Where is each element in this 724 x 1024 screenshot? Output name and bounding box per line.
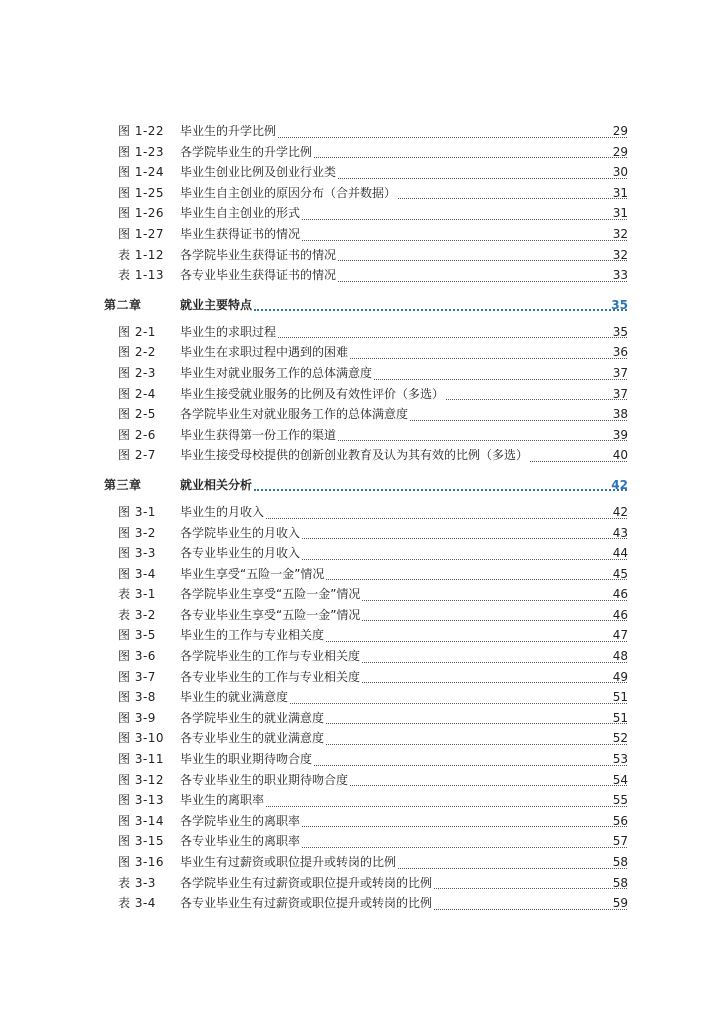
toc-chapter-number: 第三章 bbox=[104, 477, 142, 492]
toc-entry-title: 各学院毕业生获得证书的情况 bbox=[180, 247, 337, 262]
toc-page-number: 46 bbox=[612, 607, 628, 622]
dot-leader bbox=[338, 440, 627, 441]
toc-entry[interactable] bbox=[0, 667, 724, 688]
dot-leader bbox=[326, 641, 627, 642]
toc-entry[interactable] bbox=[0, 564, 724, 585]
toc-entry[interactable] bbox=[0, 852, 724, 873]
dot-leader bbox=[398, 868, 627, 869]
toc-entry-title: 毕业生享受“五险一金”情况 bbox=[180, 566, 325, 581]
dot-leader bbox=[338, 260, 627, 261]
toc-entry-title: 各学院毕业生的升学比例 bbox=[180, 144, 313, 159]
toc-page-number: 37 bbox=[612, 365, 628, 380]
toc-page-number: 58 bbox=[612, 855, 628, 869]
toc-entry[interactable] bbox=[0, 245, 724, 266]
toc-entry-label: 图 3-6 bbox=[118, 649, 156, 664]
toc-page-number: 51 bbox=[612, 710, 628, 725]
toc-entry-title: 毕业生获得第一份工作的渠道 bbox=[180, 427, 337, 442]
toc-entry-label: 图 3-1 bbox=[118, 504, 156, 519]
toc-entry-title: 各学院毕业生有过薪资或职位提升或转岗的比例 bbox=[180, 875, 433, 890]
toc-entry-title: 毕业生的就业满意度 bbox=[180, 690, 289, 705]
toc-entry-title: 毕业生在求职过程中遇到的困难 bbox=[180, 345, 349, 360]
dot-leader bbox=[302, 559, 627, 560]
dot-leader bbox=[350, 358, 627, 359]
toc-page-number: 29 bbox=[612, 124, 628, 138]
dot-leader bbox=[254, 309, 627, 311]
toc-page-number: 52 bbox=[612, 731, 628, 746]
toc-entry-title: 毕业生有过薪资或职位提升或转岗的比例 bbox=[180, 855, 397, 869]
toc-entry-label: 图 2-6 bbox=[118, 427, 156, 442]
toc-entry[interactable] bbox=[0, 203, 724, 224]
toc-entry-title: 毕业生自主创业的形式 bbox=[180, 206, 301, 221]
toc-title-leader bbox=[180, 425, 627, 446]
toc-title-leader bbox=[180, 893, 627, 914]
toc-title-leader bbox=[180, 873, 627, 894]
toc-entry[interactable] bbox=[0, 687, 724, 708]
toc-title-leader bbox=[180, 728, 627, 749]
toc-page-number: 59 bbox=[612, 896, 628, 911]
toc-entry-title: 毕业生自主创业的原因分布（合并数据） bbox=[180, 185, 397, 200]
toc-entry-label: 图 2-4 bbox=[118, 386, 156, 401]
toc-entry-title: 各专业毕业生的就业满意度 bbox=[180, 731, 325, 746]
toc-entry[interactable] bbox=[0, 404, 724, 425]
dot-leader bbox=[290, 703, 627, 704]
toc-entry-label: 图 1-26 bbox=[118, 206, 165, 221]
toc-entry-title: 毕业生对就业服务工作的总体满意度 bbox=[180, 365, 373, 380]
toc-entry[interactable] bbox=[0, 265, 724, 286]
toc-chapter-heading[interactable] bbox=[0, 470, 724, 500]
toc-title-leader bbox=[180, 625, 627, 646]
dot-leader bbox=[302, 826, 627, 827]
toc-entry[interactable] bbox=[0, 502, 724, 523]
toc-entry[interactable] bbox=[0, 384, 724, 405]
toc-page-number: 29 bbox=[612, 144, 628, 159]
toc-entry-label: 图 1-23 bbox=[118, 144, 165, 159]
toc-entry-label: 图 3-7 bbox=[118, 669, 156, 684]
dot-leader bbox=[338, 281, 627, 282]
toc-title-leader bbox=[180, 811, 627, 832]
toc-entry-title: 各专业毕业生享受“五险一金”情况 bbox=[180, 607, 361, 622]
toc-entry-title: 毕业生获得证书的情况 bbox=[180, 226, 301, 241]
toc-entry-label: 图 2-3 bbox=[118, 365, 156, 380]
toc-entry-label: 图 3-5 bbox=[118, 628, 156, 643]
toc-page-number: 42 bbox=[611, 477, 628, 492]
toc-entry[interactable] bbox=[0, 811, 724, 832]
toc-entry[interactable] bbox=[0, 445, 724, 466]
toc-title-leader bbox=[180, 445, 627, 466]
toc-title-leader bbox=[180, 183, 627, 204]
toc-title-leader bbox=[180, 404, 627, 425]
toc-entry-title: 毕业生创业比例及创业行业类 bbox=[180, 165, 337, 180]
toc-title-leader bbox=[180, 708, 627, 729]
toc-page-number: 35 bbox=[611, 297, 628, 312]
toc-entry-title: 毕业生的工作与专业相关度 bbox=[180, 628, 325, 643]
toc-title-leader bbox=[180, 363, 627, 384]
dot-leader bbox=[326, 744, 627, 745]
toc-entry[interactable] bbox=[0, 363, 724, 384]
dot-leader bbox=[326, 723, 627, 724]
toc-entry-title: 毕业生的离职率 bbox=[180, 793, 265, 808]
toc-entry-label: 表 1-12 bbox=[118, 247, 165, 262]
toc-entry[interactable] bbox=[0, 523, 724, 544]
toc-entry-title: 各学院毕业生对就业服务工作的总体满意度 bbox=[180, 407, 409, 422]
toc-entry-label: 图 1-25 bbox=[118, 185, 165, 200]
dot-leader bbox=[302, 847, 627, 848]
toc-title-leader bbox=[180, 852, 627, 873]
toc-entry[interactable] bbox=[0, 183, 724, 204]
toc-entry-title: 毕业生接受母校提供的创新创业教育及认为其有效的比例（多选） bbox=[180, 448, 529, 463]
toc-title-leader bbox=[180, 342, 627, 363]
toc-title-leader bbox=[180, 162, 627, 183]
toc-entry-title: 各专业毕业生的月收入 bbox=[180, 546, 301, 561]
table-of-contents bbox=[0, 121, 724, 914]
toc-title-leader bbox=[180, 770, 627, 791]
toc-entry-title: 各专业毕业生获得证书的情况 bbox=[180, 268, 337, 283]
toc-title-leader bbox=[180, 646, 627, 667]
toc-title-leader bbox=[180, 687, 627, 708]
toc-page-number: 46 bbox=[612, 587, 628, 602]
toc-title-leader bbox=[180, 142, 627, 163]
toc-entry[interactable] bbox=[0, 790, 724, 811]
toc-page-number: 36 bbox=[612, 345, 628, 360]
toc-title-leader bbox=[180, 203, 627, 224]
dot-leader bbox=[362, 682, 627, 683]
toc-title-leader bbox=[180, 543, 627, 564]
toc-title-leader bbox=[180, 384, 627, 405]
toc-entry[interactable] bbox=[0, 142, 724, 163]
toc-page-number: 49 bbox=[612, 669, 628, 684]
toc-entry[interactable] bbox=[0, 543, 724, 564]
toc-page-number: 32 bbox=[612, 247, 628, 262]
toc-entry-label: 图 2-1 bbox=[118, 324, 156, 339]
dot-leader bbox=[434, 909, 627, 910]
toc-page-number: 58 bbox=[612, 875, 628, 890]
dot-leader bbox=[266, 518, 627, 519]
toc-title-leader bbox=[180, 523, 627, 544]
toc-entry-label: 图 3-13 bbox=[118, 793, 165, 808]
toc-page-number: 53 bbox=[612, 752, 628, 767]
toc-page-number: 48 bbox=[612, 649, 628, 664]
toc-title-leader bbox=[180, 749, 627, 770]
toc-page-number: 56 bbox=[612, 813, 628, 828]
toc-title-leader bbox=[180, 584, 627, 605]
toc-entry-title: 毕业生的月收入 bbox=[180, 504, 265, 519]
toc-entry-label: 表 3-1 bbox=[118, 587, 156, 602]
toc-page-number: 54 bbox=[612, 772, 628, 787]
toc-entry[interactable] bbox=[0, 749, 724, 770]
toc-page-number: 51 bbox=[612, 690, 628, 705]
toc-title-leader bbox=[180, 831, 627, 852]
toc-entry-label: 图 3-16 bbox=[118, 855, 165, 869]
dot-leader bbox=[302, 219, 627, 220]
toc-entry-label: 图 3-4 bbox=[118, 566, 156, 581]
toc-entry[interactable] bbox=[0, 831, 724, 852]
toc-title-leader bbox=[180, 121, 627, 142]
toc-title-leader bbox=[180, 667, 627, 688]
toc-entry-label: 图 1-27 bbox=[118, 226, 165, 241]
toc-entry[interactable] bbox=[0, 893, 724, 914]
toc-entry-title: 各学院毕业生的工作与专业相关度 bbox=[180, 649, 361, 664]
toc-entry-label: 图 3-9 bbox=[118, 710, 156, 725]
toc-entry-title: 毕业生接受就业服务的比例及有效性评价（多选） bbox=[180, 386, 445, 401]
toc-page-number: 40 bbox=[612, 448, 628, 463]
toc-entry[interactable] bbox=[0, 342, 724, 363]
toc-page-number: 44 bbox=[612, 546, 628, 561]
toc-chapter-title: 就业相关分析 bbox=[180, 477, 253, 492]
dot-leader bbox=[362, 662, 627, 663]
toc-title-leader bbox=[180, 564, 627, 585]
toc-entry-label: 图 3-10 bbox=[118, 731, 165, 746]
toc-entry-title: 毕业生的职业期待吻合度 bbox=[180, 752, 313, 767]
dot-leader bbox=[314, 765, 627, 766]
toc-entry[interactable] bbox=[0, 162, 724, 183]
toc-entry-label: 图 1-24 bbox=[118, 165, 165, 180]
toc-entry[interactable] bbox=[0, 728, 724, 749]
dot-leader bbox=[434, 888, 627, 889]
toc-title-leader bbox=[180, 790, 627, 811]
dot-leader bbox=[266, 806, 627, 807]
toc-entry-title: 各学院毕业生的离职率 bbox=[180, 813, 301, 828]
toc-entry[interactable] bbox=[0, 121, 724, 142]
toc-entry[interactable] bbox=[0, 605, 724, 626]
toc-page-number: 45 bbox=[612, 566, 628, 581]
toc-entry[interactable] bbox=[0, 770, 724, 791]
toc-entry[interactable] bbox=[0, 708, 724, 729]
toc-page-number: 32 bbox=[612, 226, 628, 241]
toc-title-leader bbox=[180, 224, 627, 245]
toc-entry[interactable] bbox=[0, 646, 724, 667]
toc-entry-label: 图 3-14 bbox=[118, 813, 165, 828]
toc-title-leader bbox=[180, 502, 627, 523]
toc-entry-title: 毕业生的升学比例 bbox=[180, 124, 277, 138]
toc-page-number: 35 bbox=[612, 324, 628, 339]
toc-page-number: 43 bbox=[612, 525, 628, 540]
toc-entry-title: 各专业毕业生有过薪资或职位提升或转岗的比例 bbox=[180, 896, 433, 911]
dot-leader bbox=[302, 240, 627, 241]
toc-title-leader bbox=[180, 322, 627, 343]
dot-leader bbox=[374, 379, 627, 380]
dot-leader bbox=[314, 157, 627, 158]
toc-entry[interactable] bbox=[0, 584, 724, 605]
toc-chapter-number: 第二章 bbox=[104, 297, 142, 312]
toc-entry-label: 图 3-3 bbox=[118, 546, 156, 561]
toc-entry-label: 图 2-2 bbox=[118, 345, 156, 360]
toc-entry[interactable] bbox=[0, 625, 724, 646]
toc-entry-label: 图 1-22 bbox=[118, 124, 165, 138]
toc-entry-title: 各专业毕业生的职业期待吻合度 bbox=[180, 772, 349, 787]
toc-entry-label: 表 3-2 bbox=[118, 607, 156, 622]
toc-page-number: 30 bbox=[612, 165, 628, 180]
toc-page-number: 38 bbox=[612, 407, 628, 422]
toc-page-number: 33 bbox=[612, 268, 628, 283]
toc-entry[interactable] bbox=[0, 425, 724, 446]
dot-leader bbox=[410, 420, 627, 421]
toc-entry-label: 图 3-8 bbox=[118, 690, 156, 705]
toc-chapter-title: 就业主要特点 bbox=[180, 297, 253, 312]
dot-leader bbox=[326, 579, 627, 580]
toc-entry-title: 毕业生的求职过程 bbox=[180, 324, 277, 339]
dot-leader bbox=[350, 785, 627, 786]
toc-title-leader bbox=[180, 290, 627, 320]
toc-entry-title: 各学院毕业生的月收入 bbox=[180, 525, 301, 540]
toc-entry-label: 表 1-13 bbox=[118, 268, 165, 283]
toc-page-number: 57 bbox=[612, 834, 628, 849]
toc-entry-label: 图 3-2 bbox=[118, 525, 156, 540]
toc-page-number: 47 bbox=[612, 628, 628, 643]
dot-leader bbox=[302, 538, 627, 539]
toc-title-leader bbox=[180, 265, 627, 286]
toc-entry[interactable] bbox=[0, 224, 724, 245]
toc-title-leader bbox=[180, 245, 627, 266]
toc-entry-label: 表 3-4 bbox=[118, 896, 156, 911]
toc-page-number: 42 bbox=[612, 504, 628, 519]
toc-title-leader bbox=[180, 470, 627, 500]
toc-entry-title: 各学院毕业生的就业满意度 bbox=[180, 710, 325, 725]
toc-chapter-heading[interactable] bbox=[0, 290, 724, 320]
dot-leader bbox=[362, 620, 627, 621]
toc-page-number: 31 bbox=[612, 206, 628, 221]
toc-entry-label: 图 3-12 bbox=[118, 772, 165, 787]
dot-leader bbox=[254, 489, 627, 491]
toc-page-number: 55 bbox=[612, 793, 628, 808]
toc-entry-label: 图 2-5 bbox=[118, 407, 156, 422]
toc-entry-label: 表 3-3 bbox=[118, 875, 156, 890]
dot-leader bbox=[338, 178, 627, 179]
toc-title-leader bbox=[180, 605, 627, 626]
dot-leader bbox=[278, 137, 627, 138]
toc-page-number: 31 bbox=[612, 185, 628, 200]
toc-entry[interactable] bbox=[0, 322, 724, 343]
toc-entry-title: 各专业毕业生的离职率 bbox=[180, 834, 301, 849]
toc-entry-label: 图 3-15 bbox=[118, 834, 165, 849]
dot-leader bbox=[278, 337, 627, 338]
toc-entry-title: 各专业毕业生的工作与专业相关度 bbox=[180, 669, 361, 684]
toc-page-number: 37 bbox=[612, 386, 628, 401]
dot-leader bbox=[398, 198, 627, 199]
toc-entry-label: 图 3-11 bbox=[118, 752, 165, 767]
toc-entry[interactable] bbox=[0, 873, 724, 894]
toc-entry-title: 各学院毕业生享受“五险一金”情况 bbox=[180, 587, 361, 602]
dot-leader bbox=[362, 600, 627, 601]
toc-page-number: 39 bbox=[612, 427, 628, 442]
toc-entry-label: 图 2-7 bbox=[118, 448, 156, 463]
